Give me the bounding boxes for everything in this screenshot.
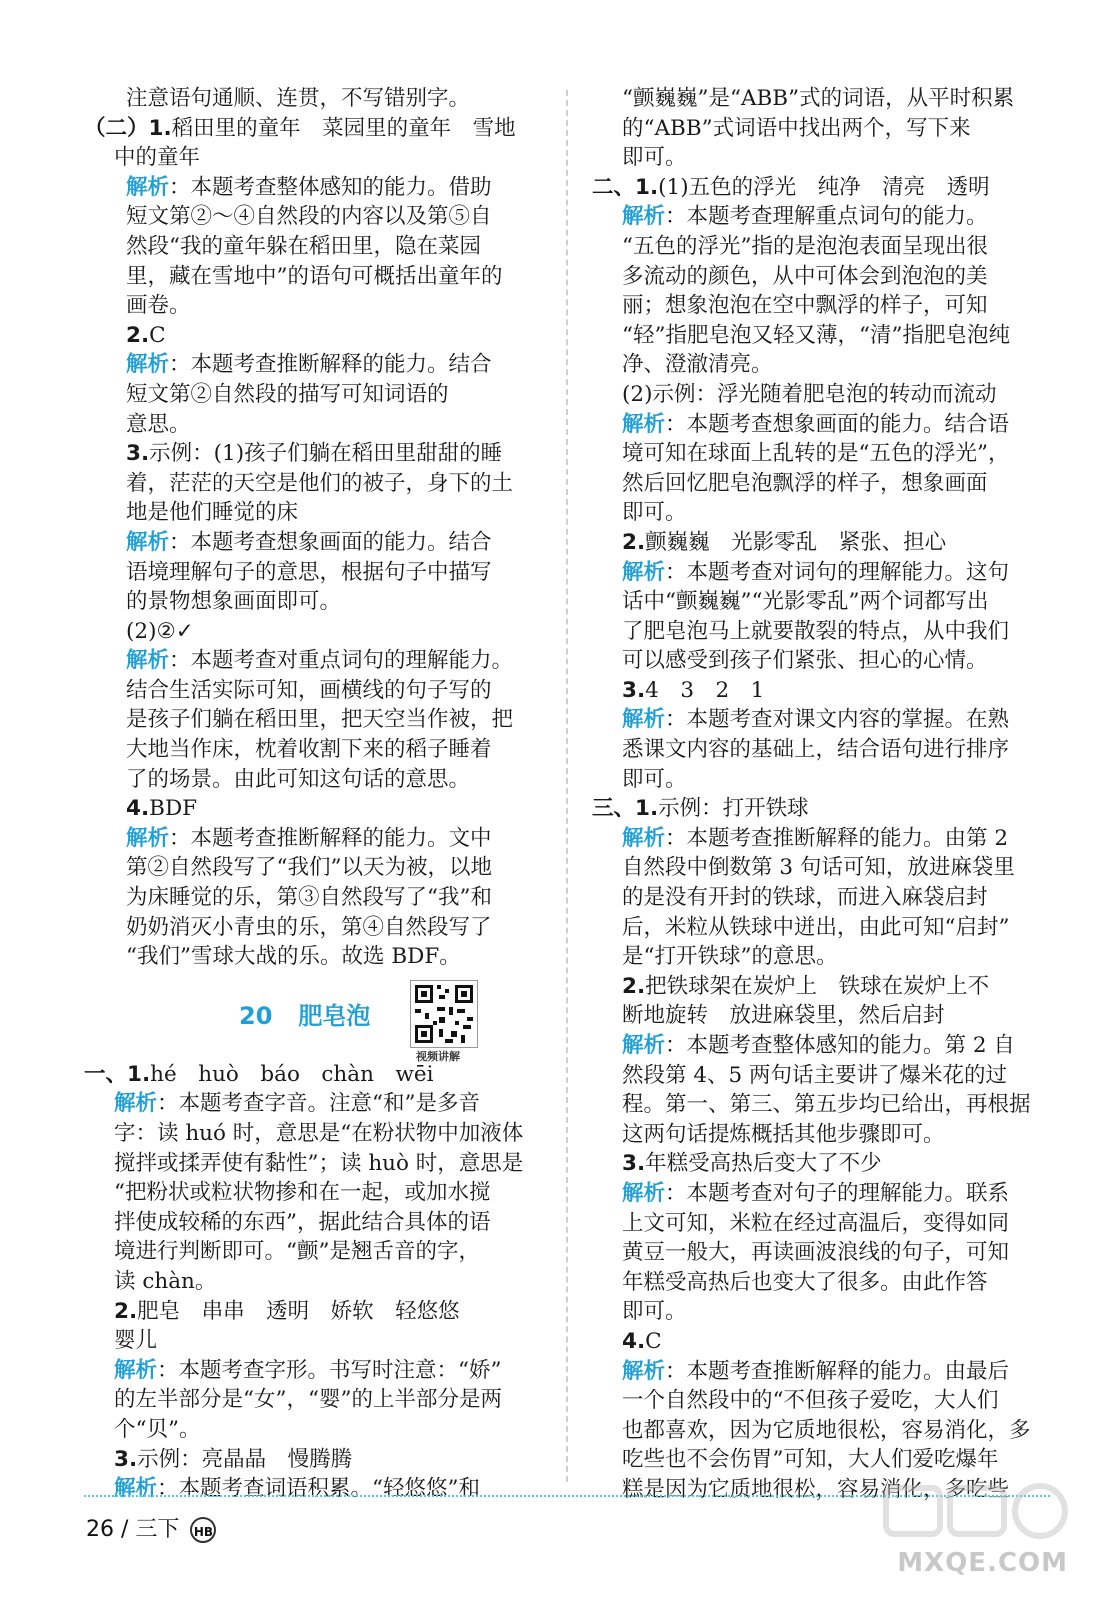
text-line	[592, 705, 1050, 735]
page-separator: /	[121, 1517, 129, 1542]
analysis-text: 即可。	[622, 766, 687, 792]
analysis-label: 解析	[114, 1476, 158, 1502]
text-line	[592, 794, 1050, 824]
text-line	[84, 1208, 542, 1238]
analysis-text: ：本题考查对词句的理解能力。这句	[665, 559, 1010, 585]
answer-text: C	[149, 322, 166, 348]
analysis-text: ：本题考查整体感知的能力。第 2 自	[665, 1033, 1015, 1058]
answer-text: 年糕受高热后变大了不少	[645, 1151, 882, 1177]
answer-text: 婴儿	[114, 1328, 158, 1354]
text-line	[84, 883, 542, 913]
analysis-text: ：本题考查理解重点词句的能力。	[665, 204, 988, 230]
section-marker: 一、	[84, 1061, 128, 1087]
text-line	[592, 410, 1050, 440]
lesson-title	[239, 996, 370, 1031]
answer-text: 示例：(1)孩子们躺在稻田里甜甜的睡	[149, 441, 503, 467]
text-line	[84, 676, 542, 706]
text-line	[592, 1031, 1050, 1061]
analysis-text: 拌使成较稀的东西”，据此结合具体的语	[114, 1209, 491, 1235]
analysis-text: “轻”指肥皂泡又轻又薄，“清”指肥皂泡纯	[622, 322, 1010, 348]
page-number	[86, 1512, 216, 1543]
section-marker: （二）	[84, 115, 149, 141]
analysis-text: 话中“颤巍巍”“光影零乱”两个词都写出	[622, 589, 989, 615]
text-line	[592, 735, 1050, 765]
analysis-text: 的景物想象画面即可。	[126, 589, 342, 615]
analysis-text: ：本题考查对重点词句的理解能力。	[169, 648, 514, 674]
analysis-label: 解析	[114, 1091, 158, 1117]
analysis-text: 搅拌或揉弄使有黏性”；读 huò 时，意思是	[114, 1150, 524, 1176]
analysis-text: 第②自然段写了“我们”以天为被，以地	[126, 855, 492, 881]
answer-text: 稻田里的童年 菜园里的童年 雪地	[171, 115, 516, 141]
answer-text: 颤巍巍 光影零乱 紧张、担心	[645, 529, 947, 555]
text-line	[592, 558, 1050, 588]
text-line	[592, 883, 1050, 913]
question-number: 3.	[126, 441, 150, 467]
text-line	[84, 1149, 542, 1179]
analysis-text: 语境理解句子的意思，根据句子中描写	[126, 559, 492, 585]
analysis-text: 年糕受高热后也变大了很多。由此作答	[622, 1269, 988, 1295]
answer-text: 中的童年	[114, 145, 201, 171]
text-line	[592, 350, 1050, 380]
text-line	[84, 1445, 542, 1475]
analysis-label: 解析	[622, 559, 666, 585]
question-number: 2.	[126, 322, 150, 348]
answer-text: 4 3 2 1	[645, 677, 765, 703]
analysis-text: 即可。	[622, 1299, 687, 1325]
analysis-text: ：本题考查整体感知的能力。借助	[169, 174, 492, 200]
analysis-text: 意思。	[126, 411, 191, 437]
text-line	[84, 1297, 542, 1327]
analysis-text: 结合生活实际可知，画横线的句子写的	[126, 677, 492, 703]
text-line	[592, 143, 1050, 173]
text-line	[592, 1209, 1050, 1239]
analysis-text: 悉课文内容的基础上，结合语句进行排序	[622, 737, 1010, 763]
text-line	[84, 528, 542, 558]
text-line	[84, 1178, 542, 1208]
text-line	[592, 202, 1050, 232]
answer-text: C	[645, 1328, 662, 1354]
answer-text: 肥皂 串串 透明 娇软 轻悠悠	[137, 1298, 460, 1324]
text-line	[592, 1386, 1050, 1416]
analysis-text: 即可。	[622, 145, 687, 171]
text-line	[84, 114, 542, 144]
text-line	[84, 1326, 542, 1356]
question-number: 4.	[622, 1328, 646, 1354]
text-line	[592, 321, 1050, 351]
text-line	[84, 1474, 542, 1504]
text-line	[592, 1268, 1050, 1298]
analysis-text: 的左半部分是“女”，“婴”的上半部分是两	[114, 1387, 502, 1413]
analysis-text: 里，藏在雪地中”的语句可概括出童年的	[126, 263, 503, 289]
analysis-label: 解析	[126, 529, 170, 555]
analysis-text: 字：读 huó 时，意思是“在粉状物中加液体	[114, 1121, 524, 1146]
analysis-text: 糕是因为它质地很松，容易消化，多吃些	[622, 1476, 1010, 1502]
analysis-text: ：本题考查推断解释的能力。由第 2	[665, 825, 1009, 851]
text-line	[84, 853, 542, 883]
analysis-text: “我们”雪球大战的乐。故选 BDF。	[126, 944, 461, 970]
analysis-text: ：本题考查推断解释的能力。文中	[169, 825, 492, 851]
text-line	[592, 1327, 1050, 1357]
analysis-text: 自然段中倒数第 3 句话可知，放进麻袋里	[622, 855, 1015, 881]
text-line	[592, 528, 1050, 558]
text-line	[592, 824, 1050, 854]
text-line	[592, 676, 1050, 706]
edition-badge: HB	[190, 1517, 216, 1543]
analysis-text: 黄豆一般大，再读画波浪线的句子，可知	[622, 1240, 1010, 1266]
text-line	[592, 1416, 1050, 1446]
analysis-text: 这两句话提炼概括其他步骤即可。	[622, 1121, 945, 1147]
analysis-text: ：本题考查字形。书写时注意：“娇”	[157, 1357, 502, 1383]
analysis-text: ：本题考查推断解释的能力。结合	[169, 352, 492, 378]
text-line	[592, 617, 1050, 647]
text-line	[84, 1119, 542, 1149]
analysis-text: ：本题考查想象画面的能力。结合	[169, 529, 492, 555]
text-line	[592, 469, 1050, 499]
analysis-text: “把粉状或粒状物掺和在一起，或加水搅	[114, 1180, 491, 1206]
analysis-text: ：本题考查想象画面的能力。结合语	[665, 411, 1010, 437]
analysis-text: 是孩子们躺在稻田里，把天空当作被，把	[126, 707, 514, 733]
text-line	[84, 173, 542, 203]
line-text: 注意语句通顺、连贯，不写错别字。	[126, 86, 471, 111]
question-number: 4.	[126, 796, 150, 822]
answer-text: hé huò báo chàn wēi	[150, 1061, 434, 1087]
text-line	[84, 824, 542, 854]
analysis-text: 多流动的颜色，从中可体会到泡泡的美	[622, 263, 988, 289]
lesson-name: 肥皂泡	[298, 1001, 371, 1030]
analysis-text: 上文可知，米粒在经过高温后，变得如同	[622, 1210, 1010, 1236]
question-number: 1.	[635, 796, 659, 822]
text-line	[592, 114, 1050, 144]
analysis-text: ：本题考查对课文内容的掌握。在熟	[665, 707, 1010, 733]
text-line	[592, 1001, 1050, 1031]
text-line	[592, 942, 1050, 972]
text-line	[84, 410, 542, 440]
text-line	[592, 972, 1050, 1002]
text-line	[592, 498, 1050, 528]
analysis-label: 解析	[622, 411, 666, 437]
text-line	[592, 1061, 1050, 1091]
analysis-text: ：本题考查字音。注意“和”是多音	[157, 1091, 480, 1117]
question-number: 1.	[148, 115, 172, 141]
text-line	[84, 794, 542, 824]
analysis-text: 了的场景。由此可知这句话的意思。	[126, 766, 471, 792]
answer-text: 地是他们睡觉的床	[126, 500, 299, 526]
left-column	[84, 84, 542, 1504]
text-line	[84, 765, 542, 795]
text-line	[84, 913, 542, 943]
analysis-label: 解析	[114, 1357, 158, 1383]
analysis-text: 读 chàn。	[114, 1268, 217, 1294]
analysis-label: 解析	[126, 648, 170, 674]
text-line	[592, 262, 1050, 292]
analysis-label: 解析	[622, 1033, 666, 1058]
text-line	[84, 1267, 542, 1297]
question-number: 3.	[622, 677, 646, 703]
analysis-text: 境进行判断即可。“颤”是翘舌音的字，	[114, 1239, 480, 1265]
right-column	[592, 84, 1050, 1505]
analysis-text: 即可。	[622, 500, 687, 526]
lesson-header	[84, 972, 542, 1063]
question-number: 1.	[127, 1061, 151, 1087]
text-line	[592, 1357, 1050, 1387]
text-line	[84, 84, 542, 114]
lesson-number: 20	[239, 1001, 273, 1030]
analysis-label: 解析	[126, 825, 170, 851]
question-number: 3.	[622, 1151, 646, 1177]
analysis-text: 然段“我的童年躲在稻田里，隐在菜园	[126, 233, 481, 259]
analysis-text: 了肥皂泡马上就要散裂的特点，从中我们	[622, 618, 1010, 644]
section-marker: 二、	[592, 174, 636, 200]
question-number: 2.	[622, 529, 646, 555]
text-line	[84, 587, 542, 617]
text-line	[84, 439, 542, 469]
section-marker: 三、	[592, 796, 636, 822]
text-line	[84, 262, 542, 292]
column-divider	[566, 90, 568, 1482]
qr-code-icon[interactable]	[410, 980, 478, 1048]
question-number: 3.	[114, 1446, 138, 1472]
analysis-text: 丽；想象泡泡在空中飘浮的样子，可知	[622, 293, 988, 319]
text-line	[592, 1090, 1050, 1120]
text-line	[84, 498, 542, 528]
answer-text: 把铁球架在炭炉上 铁球在炭炉上不	[645, 973, 990, 999]
analysis-text: ：本题考查对句子的理解能力。联系	[665, 1180, 1010, 1206]
text-line	[592, 380, 1050, 410]
answer-text: 示例：打开铁球	[658, 796, 809, 822]
analysis-text: 为床睡觉的乐，第③自然段写了“我”和	[126, 885, 492, 911]
text-line	[592, 173, 1050, 203]
text-line	[592, 439, 1050, 469]
answer-text: 断地旋转 放进麻袋里，然后启封	[622, 1003, 945, 1029]
text-line	[84, 1356, 542, 1386]
text-line	[592, 232, 1050, 262]
text-line	[592, 1445, 1050, 1475]
watermark-text: MXQE.COM	[897, 1548, 1068, 1578]
answer-text: 示例：亮晶晶 慢腾腾	[137, 1446, 353, 1472]
answer-text: (2)②✓	[126, 618, 194, 644]
analysis-text: 一个自然段中的“不但孩子爱吃，大人们	[622, 1388, 999, 1414]
analysis-text: 程。第一、第三、第五步均已给出，再根据	[622, 1092, 1031, 1118]
page-number-value: 26	[86, 1517, 114, 1542]
analysis-text: 吃些也不会伤胃”可知，大人们爱吃爆年	[622, 1447, 999, 1473]
text-line	[84, 202, 542, 232]
qr-caption: 视频讲解	[416, 1049, 460, 1063]
analysis-text: 境可知在球面上乱转的是“五色的浮光”，	[622, 441, 1010, 467]
text-line	[84, 232, 542, 262]
analysis-label: 解析	[126, 174, 170, 200]
text-line	[84, 735, 542, 765]
analysis-text: 净、澄澈清亮。	[622, 352, 773, 378]
analysis-text: 然后回忆肥皂泡飘浮的样子，想象画面	[622, 470, 988, 496]
text-line	[84, 1415, 542, 1445]
text-line	[592, 1297, 1050, 1327]
analysis-text: 后，米粒从铁球中迸出，由此可知“启封”	[622, 914, 1010, 940]
text-line	[84, 350, 542, 380]
text-line	[592, 1120, 1050, 1150]
answer-text: (2)示例：浮光随着肥皂泡的转动而流动	[622, 381, 997, 407]
analysis-text: 然段第 4、5 两句话主要讲了爆米花的过	[622, 1062, 1008, 1088]
answer-text: BDF	[149, 796, 198, 822]
analysis-text: 大地当作床，枕着收割下来的稻子睡着	[126, 737, 492, 763]
text-line	[592, 84, 1050, 114]
grade-label: 三下	[135, 1517, 180, 1542]
analysis-label: 解析	[126, 352, 170, 378]
analysis-text: 短文第②～④自然段的内容以及第⑤自	[126, 204, 492, 230]
analysis-text: ：本题考查词语积累。“轻悠悠”和	[157, 1476, 481, 1502]
text-line	[592, 646, 1050, 676]
analysis-text: 个“贝”。	[114, 1416, 201, 1442]
text-line	[592, 1179, 1050, 1209]
analysis-label: 解析	[622, 1358, 666, 1384]
text-line	[592, 913, 1050, 943]
text-line	[592, 853, 1050, 883]
text-line	[84, 942, 542, 972]
text-line	[84, 646, 542, 676]
text-line	[84, 469, 542, 499]
analysis-text: 是“打开铁球”的意思。	[622, 944, 838, 970]
text-line	[592, 1149, 1050, 1179]
text-line	[84, 143, 542, 173]
text-line	[84, 380, 542, 410]
analysis-label: 解析	[622, 1180, 666, 1206]
text-line	[84, 321, 542, 351]
text-line	[84, 1237, 542, 1267]
analysis-text: 短文第②自然段的描写可知词语的	[126, 381, 449, 407]
question-number: 2.	[622, 973, 646, 999]
text-line	[84, 1060, 542, 1090]
analysis-text: 奶奶消灭小青虫的乐，第④自然段写了	[126, 914, 492, 940]
text-line	[84, 1089, 542, 1119]
text-line	[84, 617, 542, 647]
analysis-text: 的是没有开封的铁球，而进入麻袋启封	[622, 885, 988, 911]
question-number: 1.	[635, 174, 659, 200]
analysis-label: 解析	[622, 204, 666, 230]
text-line	[84, 705, 542, 735]
text-line	[592, 587, 1050, 617]
analysis-label: 解析	[622, 707, 666, 733]
analysis-text: 的“ABB”式词语中找出两个，写下来	[622, 115, 971, 141]
text-line	[84, 291, 542, 321]
analysis-text: ：本题考查推断解释的能力。由最后	[665, 1358, 1010, 1384]
text-line	[84, 558, 542, 588]
analysis-text: “五色的浮光”指的是泡泡表面呈现出很	[622, 233, 988, 259]
text-line	[592, 1238, 1050, 1268]
analysis-text: 画卷。	[126, 293, 191, 319]
analysis-text: “颤巍巍”是“ABB”式的词语，从平时积累	[622, 86, 1015, 111]
question-number: 2.	[114, 1298, 138, 1324]
text-line	[84, 1385, 542, 1415]
text-line	[592, 291, 1050, 321]
answer-text: 着，茫茫的天空是他们的被子，身下的土	[126, 470, 514, 496]
analysis-label: 解析	[622, 825, 666, 851]
text-line	[592, 765, 1050, 795]
analysis-text: 也都喜欢，因为它质地很松，容易消化，多	[622, 1417, 1031, 1443]
analysis-text: 可以感受到孩子们紧张、担心的心情。	[622, 648, 988, 674]
answer-text: (1)五色的浮光 纯净 清亮 透明	[658, 174, 990, 200]
